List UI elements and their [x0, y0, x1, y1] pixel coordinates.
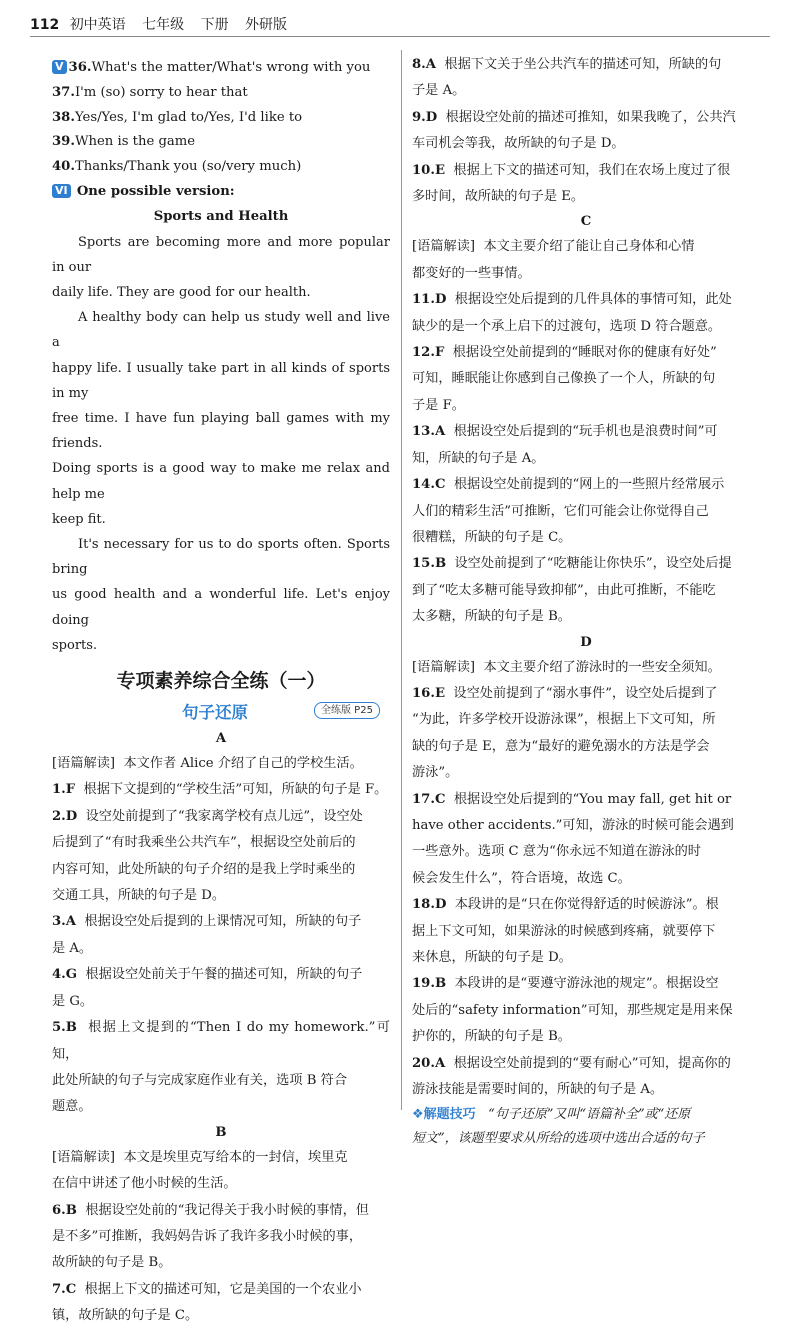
- answer-number: 40.: [52, 159, 75, 175]
- answer-text: 游泳”。: [412, 765, 459, 781]
- answer-line: [52, 777, 390, 803]
- answer-text: 根据上下文的描述可知，我们在农场上度过了很: [453, 162, 731, 178]
- passage-c-intro: [412, 234, 760, 287]
- answer-text: 根据设空处前的“我记得关于我小时候的事情，但: [85, 1202, 369, 1218]
- answer-text: 候会发生什么”，符合语境，故选 C。: [412, 870, 631, 886]
- answer-line: [412, 1077, 760, 1103]
- passage-d-answers: [412, 681, 760, 1104]
- answer-line: [52, 1277, 390, 1303]
- v-answer-line: [52, 81, 390, 106]
- answer-line: [412, 105, 760, 131]
- answer-text: 根据设空处前关于午餐的描述可知，所缺的句子: [85, 967, 363, 983]
- answer-number: 4.G: [52, 967, 78, 983]
- answer-line: [412, 734, 760, 760]
- answer-number: 16.E: [412, 685, 445, 701]
- answer-line: [412, 446, 760, 472]
- tip-icon: ❖: [412, 1107, 424, 1123]
- answer-text: 处后的“safety information”可知，那些规定是用来保: [412, 1002, 733, 1018]
- answer-number: 39.: [52, 134, 75, 150]
- page-header: [30, 14, 770, 37]
- answer-number: 5.B: [52, 1020, 77, 1036]
- answer-line: [412, 971, 760, 997]
- section-vi-label: One possible version:: [76, 183, 235, 199]
- answer-number: 13.A: [412, 424, 446, 440]
- answer-line: [52, 909, 390, 935]
- section-v-answers: [52, 56, 390, 180]
- answer-text: 根据设空处前提到的“要有耐心”可知，提高你的: [453, 1055, 731, 1071]
- answer-text: 是不多”可推断，我妈妈告诉了我许多我小时候的事，: [52, 1228, 363, 1244]
- answer-text: 根据设空处后提到的“You may fall, get hit or: [453, 791, 732, 807]
- answer-line: [52, 1303, 390, 1329]
- passage-b-answers-cont: [412, 52, 760, 210]
- intro-tag: [语篇解读]: [412, 659, 476, 675]
- answer-text: 人们的精彩生活”可推断，它们可能会让你觉得自己: [412, 503, 709, 519]
- essay-line: A healthy body can help us study well and live a: [52, 310, 390, 351]
- column-divider: [401, 50, 402, 1110]
- answer-text: Yes/Yes, I'm glad to/Yes, I'd like to: [74, 109, 303, 125]
- answer-line: [52, 989, 390, 1015]
- passage-a-intro: [52, 751, 390, 777]
- answer-text: 缺少的是一个承上启下的过渡句，选项 D 符合题意。: [412, 318, 722, 334]
- v-answer-line: [52, 106, 390, 131]
- intro-tag: [语篇解读]: [52, 756, 116, 772]
- answer-text: I'm (so) sorry to hear that: [74, 84, 248, 100]
- answer-text: 设空处前提到了“我家离学校有点儿远”，设空处: [85, 808, 363, 824]
- answer-line: [412, 525, 760, 551]
- answer-line: [412, 787, 760, 813]
- answer-line: [412, 131, 760, 157]
- essay-line: keep fit.: [52, 511, 106, 527]
- answer-text: 到了“吃太多糖可能导致抑郁”，由此可推断，不能吃: [412, 582, 716, 598]
- answer-text: 根据设空处前提到的“睡眠对你的健康有好处”: [452, 345, 717, 361]
- answer-text: 设空处前提到了“溺水事件”，设空处后提到了: [453, 685, 718, 701]
- answer-text: 来休息，所缺的句子是 D。: [412, 950, 572, 965]
- passage-b-intro: [52, 1145, 390, 1198]
- tip-text-cont: 短文”，该题型要求从所给的选项中选出合适的句子: [412, 1131, 705, 1147]
- sub-title-text: 句子还原: [182, 703, 248, 723]
- answer-line: [52, 962, 390, 988]
- answer-text: 子是 A。: [412, 83, 466, 99]
- answer-line: [412, 760, 760, 786]
- answer-line: [412, 839, 760, 865]
- answer-number: 11.D: [412, 292, 447, 308]
- answer-text: 护你的，所缺的句子是 B。: [412, 1029, 571, 1045]
- answer-line: [412, 158, 760, 184]
- answer-number: 19.B: [412, 976, 447, 992]
- intro-tag: [语篇解读]: [52, 1149, 116, 1165]
- section-sub-title: [52, 699, 390, 727]
- answer-text: 知，所缺的句子是 A。: [412, 450, 545, 466]
- answer-text: 缺的句子是 E，意为“最好的避免溺水的方法是学会: [412, 738, 710, 754]
- answer-line: [52, 830, 390, 856]
- answer-line: [52, 883, 390, 909]
- answer-text: have other accidents.”可知，游泳的时候可能会遇到: [412, 817, 734, 833]
- answer-text: What's the matter/What's wrong with you: [91, 60, 371, 75]
- answer-line: [412, 866, 760, 892]
- answer-number: 2.D: [52, 808, 78, 824]
- answer-line: [52, 1250, 390, 1276]
- answer-number: 3.A: [52, 914, 76, 930]
- answer-text: 根据设空处前的描述可推知，如果我晚了，公共汽: [445, 109, 736, 125]
- answer-text: Thanks/Thank you (so/very much): [74, 159, 302, 175]
- answer-line: [412, 707, 760, 733]
- section-big-title: 专项素养综合全练（一）: [116, 670, 326, 693]
- answer-line: [412, 945, 760, 971]
- answer-text: 根据上下文的描述可知，它是美国的一个农业小: [84, 1281, 362, 1297]
- answer-text: 设空处前提到了“吃糖能让你快乐”，设空处后提: [454, 556, 732, 572]
- answer-line: [52, 1015, 390, 1068]
- passage-d-intro: [412, 655, 760, 681]
- v-answer-line: [52, 130, 390, 155]
- answer-number: 9.D: [412, 109, 438, 125]
- essay-body: [52, 230, 390, 658]
- answer-text: 本段讲的是“要遵守游泳池的规定”。根据设空: [454, 976, 719, 992]
- answer-line: [52, 804, 390, 830]
- answer-line: [412, 184, 760, 210]
- answer-line: [412, 578, 760, 604]
- answer-text: 是 G。: [52, 993, 94, 1009]
- answer-number: 15.B: [412, 556, 447, 572]
- answer-text: 太多糖，所缺的句子是 B。: [412, 609, 571, 625]
- answer-text: 根据设空处前提到的“网上的一些照片经常展示: [453, 477, 725, 493]
- essay-line: sports.: [52, 637, 98, 653]
- section-vi-badge: VI: [52, 184, 71, 198]
- passage-a-answers: [52, 777, 390, 1120]
- answer-line: [412, 314, 760, 340]
- answer-text: 多时间，故所缺的句子是 E。: [412, 189, 585, 205]
- intro-text: 本文作者 Alice 介绍了自己的学校生活。: [123, 756, 363, 772]
- intro-text: 本文主要介绍了能让自己身体和心情: [483, 239, 695, 255]
- answer-text: 车司机会等我，故所缺的句子是 D。: [412, 136, 625, 152]
- tip-text: “句子还原”又叫“语篇补全”或“还原: [488, 1107, 691, 1123]
- answer-line: [412, 1051, 760, 1077]
- answer-number: 20.A: [412, 1055, 446, 1071]
- answer-line: [412, 551, 760, 577]
- answer-line: [412, 813, 760, 839]
- right-column: [412, 52, 760, 1151]
- answer-number: 6.B: [52, 1202, 77, 1218]
- answer-number: 14.C: [412, 477, 446, 493]
- answer-line: [52, 936, 390, 962]
- header-volume: 下册: [200, 17, 229, 33]
- answer-text: When is the game: [74, 134, 196, 150]
- answer-line: [52, 1224, 390, 1250]
- answer-line: [412, 366, 760, 392]
- header-publisher: 外研版: [245, 17, 288, 33]
- answer-line: [412, 892, 760, 918]
- answer-line: [52, 857, 390, 883]
- answer-line: [412, 1024, 760, 1050]
- section-vi-heading: [52, 180, 390, 205]
- essay-title: Sports and Health: [153, 208, 289, 224]
- answer-line: [412, 52, 760, 78]
- answer-number: 18.D: [412, 897, 447, 913]
- answer-number: 17.C: [412, 791, 446, 807]
- answer-text: 根据上文提到的“Then I do my homework.”可知，: [52, 1020, 390, 1062]
- page-number: 112: [30, 17, 60, 33]
- answer-text: “为此，许多学校开设游泳课”，根据上下文可知，所: [412, 712, 716, 728]
- answer-text: 根据设空处后提到的上课情况可知，所缺的句子: [84, 914, 362, 930]
- answer-text: 镇，故所缺的句子是 C。: [52, 1308, 199, 1324]
- answer-number: 10.E: [412, 162, 445, 178]
- answer-line: [52, 1068, 390, 1094]
- answer-line: [52, 1198, 390, 1224]
- reference-badge: 全练版 P25: [314, 702, 380, 719]
- v-answer-line: [52, 155, 390, 180]
- essay-line: Doing sports is a good way to make me relax and help me: [52, 461, 390, 502]
- answer-text: 子是 F。: [412, 397, 465, 413]
- intro-text-cont: 在信中讲述了他小时候的生活。: [52, 1176, 237, 1192]
- answer-number: 8.A: [412, 57, 436, 72]
- intro-tag: [语篇解读]: [412, 239, 476, 255]
- answer-text: 根据设空处后提到的“玩手机也是浪费时间”可: [453, 424, 718, 440]
- intro-text-cont: 都变好的一些事情。: [412, 265, 531, 281]
- answer-line: [412, 472, 760, 498]
- essay-line: us good health and a wonderful life. Let's enjoy doing: [52, 587, 390, 628]
- answer-text: 是 A。: [52, 940, 93, 956]
- intro-text: 本文主要介绍了游泳时的一些安全须知。: [483, 659, 721, 675]
- answer-number: 37.: [52, 84, 75, 100]
- essay-line: daily life. They are good for our health.: [52, 284, 311, 300]
- answer-line: [412, 499, 760, 525]
- answer-text: 故所缺的句子是 B。: [52, 1255, 172, 1271]
- answer-text: 根据下文提到的“学校生活”可知，所缺的句子是 F。: [83, 782, 388, 798]
- answer-number: 12.F: [412, 345, 445, 361]
- answer-number: 38.: [52, 109, 75, 125]
- passage-b-heading: B: [215, 1124, 227, 1140]
- answer-line: [412, 78, 760, 104]
- answer-line: [412, 287, 760, 313]
- answer-text: 内容可知，此处所缺的句子介绍的是我上学时乘坐的: [52, 861, 356, 877]
- passage-b-answers: [52, 1198, 390, 1330]
- passage-c-heading: C: [580, 214, 592, 230]
- answer-line: [412, 604, 760, 630]
- answer-text: 很糟糕，所缺的句子是 C。: [412, 529, 572, 545]
- essay-line: Sports are becoming more and more popular in our: [52, 234, 390, 275]
- solving-tip: [412, 1103, 760, 1151]
- answer-line: [52, 1094, 390, 1120]
- v-answer-line: [52, 56, 390, 81]
- answer-line: [412, 681, 760, 707]
- answer-number: 1.F: [52, 782, 76, 798]
- passage-a-heading: A: [215, 731, 227, 747]
- tip-label: 解题技巧: [423, 1107, 476, 1123]
- answer-number: 7.C: [52, 1281, 77, 1297]
- answer-text: 本段讲的是“只在你觉得舒适的时候游泳”。根: [454, 897, 719, 913]
- answer-text: 后提到了“有时我乘坐公共汽车”，根据设空处前后的: [52, 835, 356, 851]
- answer-text: 可知，睡眠能让你感到自己像换了一个人，所缺的句: [412, 371, 716, 387]
- answer-text: 交通工具，所缺的句子是 D。: [52, 888, 226, 904]
- header-subject: 初中英语: [69, 17, 126, 33]
- answer-text: 题意。: [52, 1099, 92, 1115]
- answer-text: 游泳技能是需要时间的，所缺的句子是 A。: [412, 1082, 664, 1098]
- left-column: [52, 56, 390, 1330]
- answer-text: 一些意外。选项 C 意为“你永远不知道在游泳的时: [412, 844, 701, 860]
- essay-line: free time. I have fun playing ball games with my friends.: [52, 411, 390, 452]
- answer-text: 根据设空处后提到的几件具体的事情可知，此处: [454, 292, 732, 308]
- answer-text: 根据下文关于坐公共汽车的描述可知，所缺的句: [444, 57, 722, 72]
- essay-line: It's necessary for us to do sports often. Sports bring: [52, 537, 390, 578]
- passage-d-heading: D: [580, 634, 592, 650]
- intro-text: 本文是埃里克写给本的一封信，埃里克: [123, 1149, 348, 1165]
- answer-line: [412, 340, 760, 366]
- answer-number: 36.: [68, 60, 92, 75]
- passage-c-answers: [412, 287, 760, 630]
- answer-line: [412, 919, 760, 945]
- answer-text: 据上下文可知，如果游泳的时候感到疼痛，就要停下: [412, 923, 716, 939]
- answer-text: 此处所缺的句子与完成家庭作业有关，选项 B 符合: [52, 1072, 348, 1088]
- answer-line: [412, 998, 760, 1024]
- essay-line: happy life. I usually take part in all kinds of sports in my: [52, 360, 390, 401]
- answer-line: [412, 419, 760, 445]
- answer-line: [412, 393, 760, 419]
- header-grade: 七年级: [142, 17, 185, 33]
- section-v-badge: V: [52, 60, 67, 74]
